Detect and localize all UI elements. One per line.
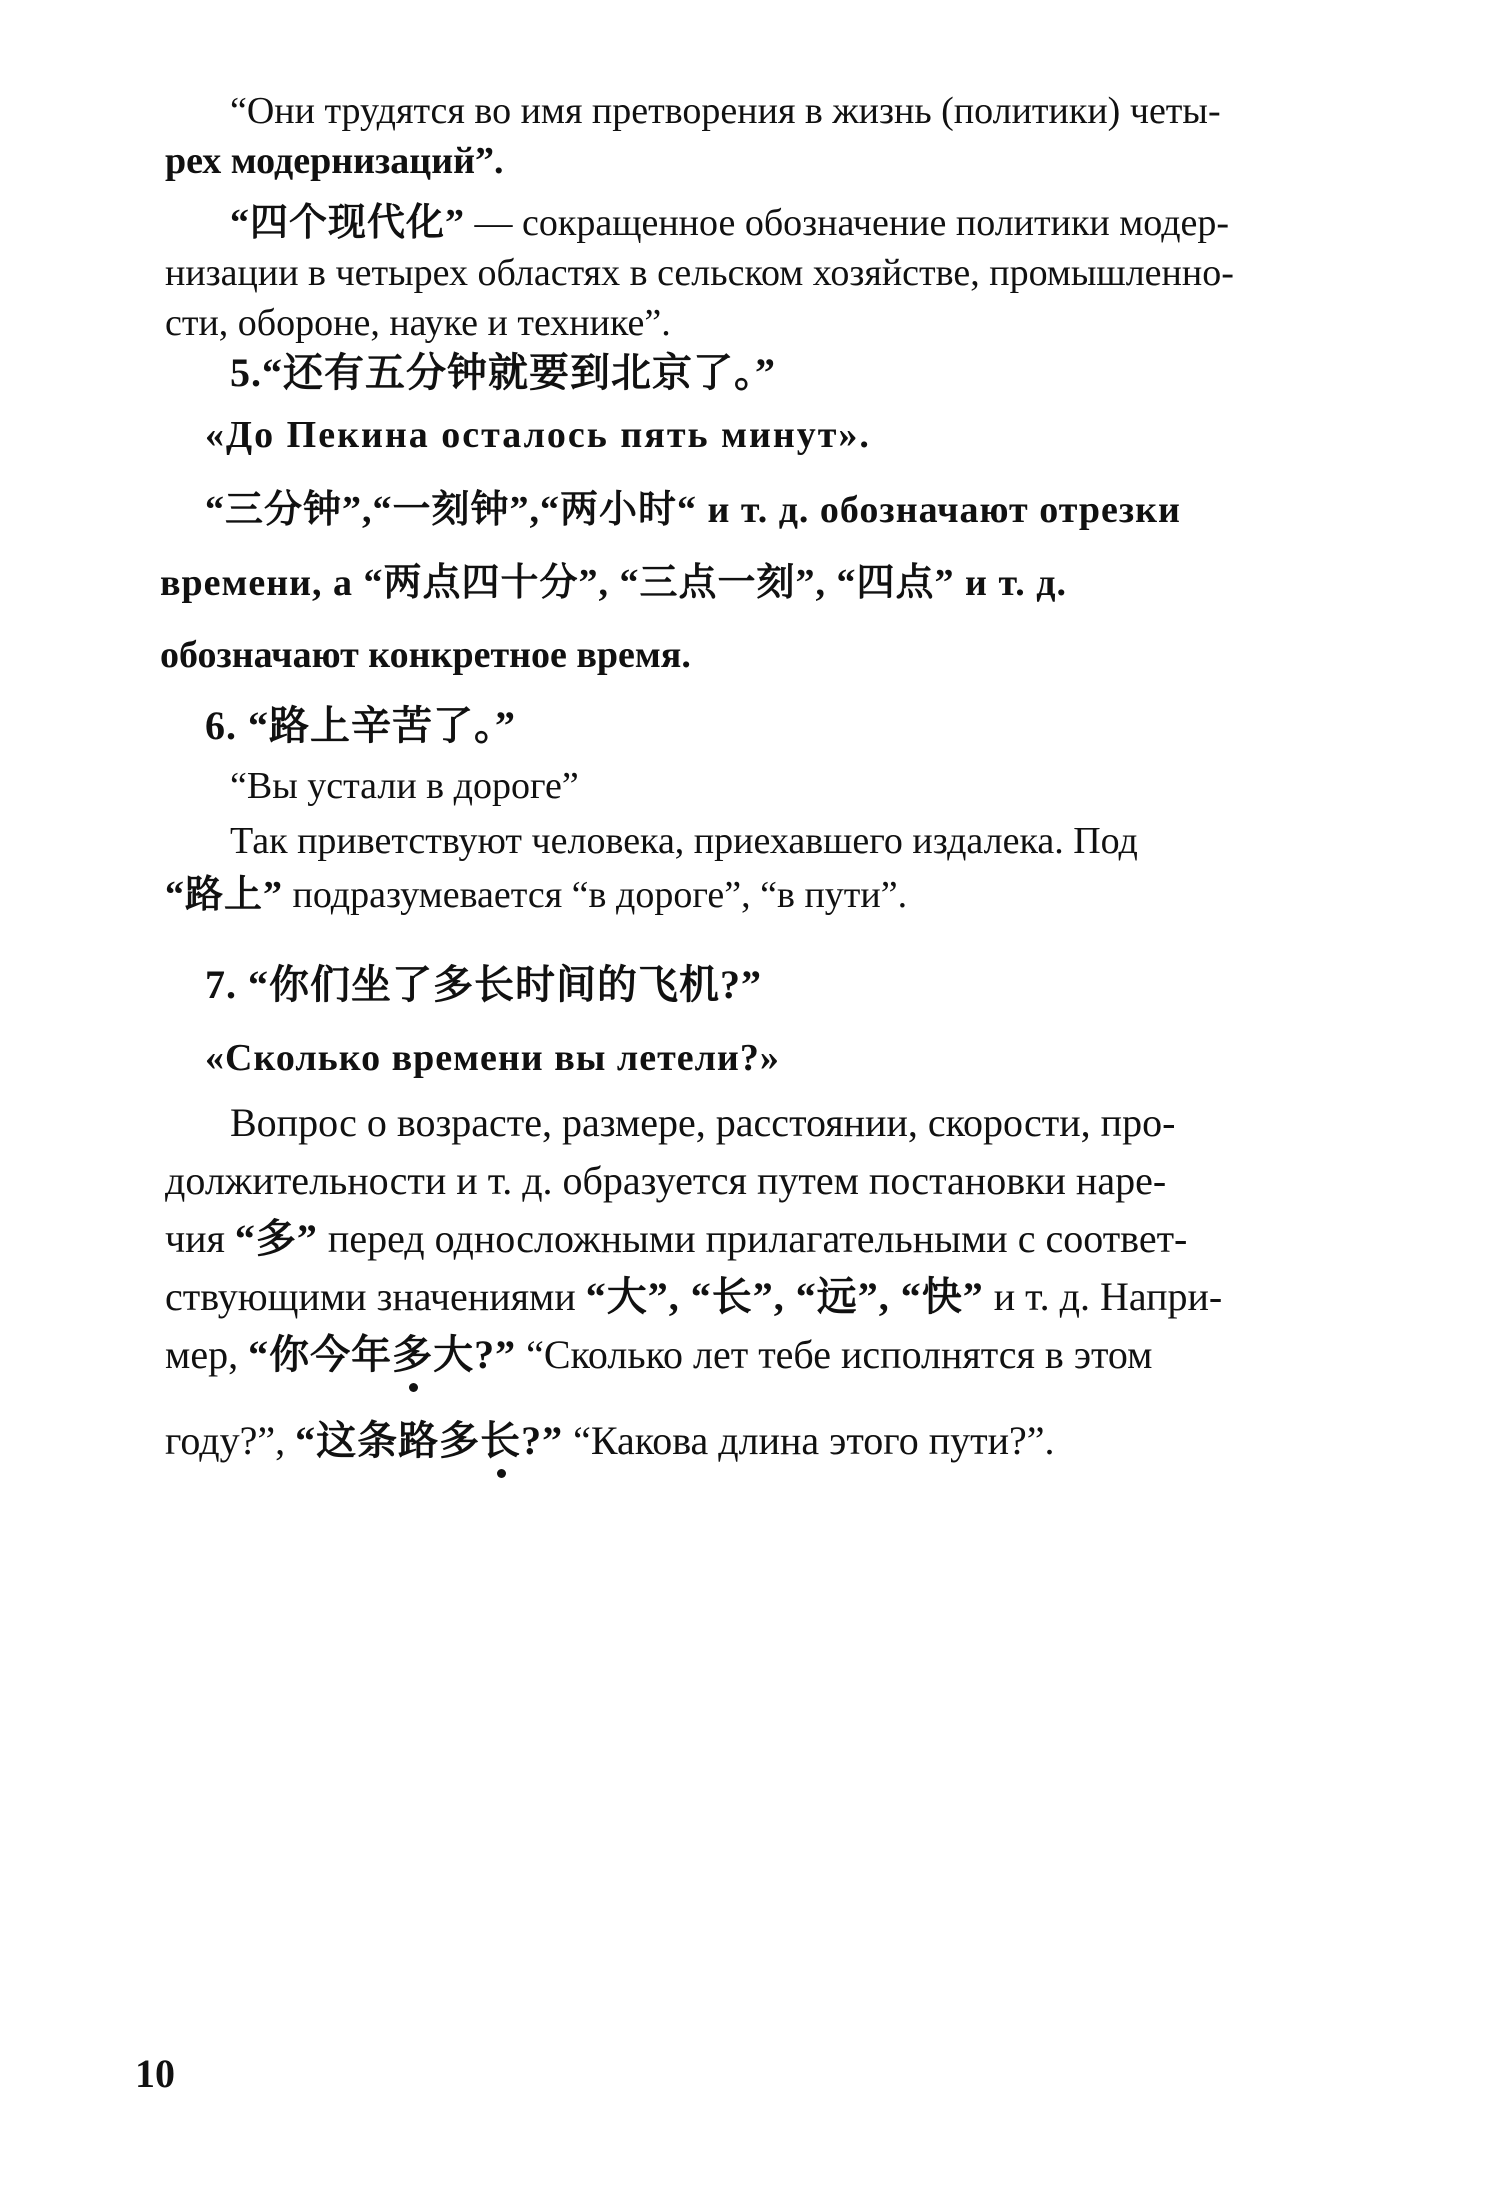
item-6-term: “路上” bbox=[165, 874, 284, 916]
item-7-line-6-pre: году?”, bbox=[165, 1418, 296, 1463]
definition-line-2: низации в четырех областях в сельском хозяйстве, промышленно- bbox=[165, 252, 1234, 294]
item-7-adjective-terms: “大”, “长”, “远”, “快” bbox=[585, 1274, 984, 1319]
item-7-line-3-pre: чия bbox=[165, 1216, 235, 1261]
item-5-explanation-line-3: обозначают конкретное время. bbox=[160, 634, 691, 676]
item-7-line-6-rest: “Какова длина этого пути?”. bbox=[563, 1418, 1055, 1463]
item-5-explanation-line-1: “三分钟”,“一刻钟”,“两小时“ и т. д. обозначают отрезки bbox=[205, 489, 1181, 531]
item-7-example-1 bbox=[248, 1332, 516, 1377]
emphasis-dot-char: 多 bbox=[392, 1332, 434, 1377]
definition-line-1-rest: — сокращенное обозначение политики модер- bbox=[465, 202, 1230, 244]
item-7-line-4-pre: ствующими значениями bbox=[165, 1274, 586, 1319]
item-6-explanation-line-1: Так приветствуют человека, приехавшего издалека. Под bbox=[230, 820, 1138, 862]
item-7-explanation-line-1: Вопрос о возрасте, размере, расстоянии, скорости, про- bbox=[230, 1100, 1176, 1145]
item-6-explanation-line-2 bbox=[165, 872, 907, 918]
page-number: 10 bbox=[135, 2051, 175, 2096]
item-6-heading: 6. “路上辛苦了。” bbox=[205, 703, 516, 748]
item-7-line-3-rest: перед односложными прилагательными с соответ- bbox=[317, 1216, 1188, 1261]
item-7-explanation-line-6 bbox=[165, 1418, 1055, 1464]
item-7-line-5-pre: мер, bbox=[165, 1332, 249, 1377]
item-7-line-5-rest: “Сколько лет тебе исполнятся в этом bbox=[516, 1332, 1153, 1377]
item-7-example-2 bbox=[295, 1418, 563, 1463]
item-7-explanation-line-5 bbox=[165, 1332, 1152, 1378]
item-6-explanation-line-2-rest: подразумевается “в дороге”, “в пути”. bbox=[283, 874, 908, 916]
definition-line-1 bbox=[230, 200, 1229, 246]
definition-line-3: сти, обороне, науке и технике”. bbox=[165, 302, 671, 344]
item-7-explanation-line-3 bbox=[165, 1216, 1187, 1262]
item-6-translation: “Вы устали в дороге” bbox=[230, 765, 579, 807]
item-5-explanation-line-2: времени, а “两点四十分”, “三点一刻”, “四点” и т. д. bbox=[160, 562, 1067, 604]
example-1-part-a: “你今年 bbox=[248, 1332, 393, 1377]
example-1-part-b: 大?” bbox=[433, 1332, 517, 1377]
item-5-heading: 5.“还有五分钟就要到北京了。” bbox=[230, 350, 776, 395]
example-2-part-a: “这条路多 bbox=[295, 1418, 481, 1463]
item-7-heading: 7. “你们坐了多长时间的飞机?” bbox=[205, 962, 762, 1007]
item-7-term-duo: “多” bbox=[234, 1216, 318, 1261]
item-7-explanation-line-2: должительности и т. д. образуется путем постановки наре- bbox=[165, 1158, 1167, 1203]
emphasis-dot-char: 长 bbox=[480, 1418, 522, 1463]
quote-line-1: “Они трудятся во имя претворения в жизнь (политики) четы- bbox=[230, 90, 1221, 132]
item-7-explanation-line-4 bbox=[165, 1274, 1222, 1320]
item-7-translation: «Сколько времени вы летели?» bbox=[205, 1037, 780, 1079]
item-7-line-4-rest: и т. д. Напри- bbox=[983, 1274, 1223, 1319]
item-5-translation: «До Пекина осталось пять минут». bbox=[205, 414, 871, 456]
quote-line-2: рех модернизаций”. bbox=[165, 140, 504, 182]
example-2-part-b: ?” bbox=[521, 1418, 564, 1463]
definition-term: “四个现代化” bbox=[230, 202, 466, 244]
